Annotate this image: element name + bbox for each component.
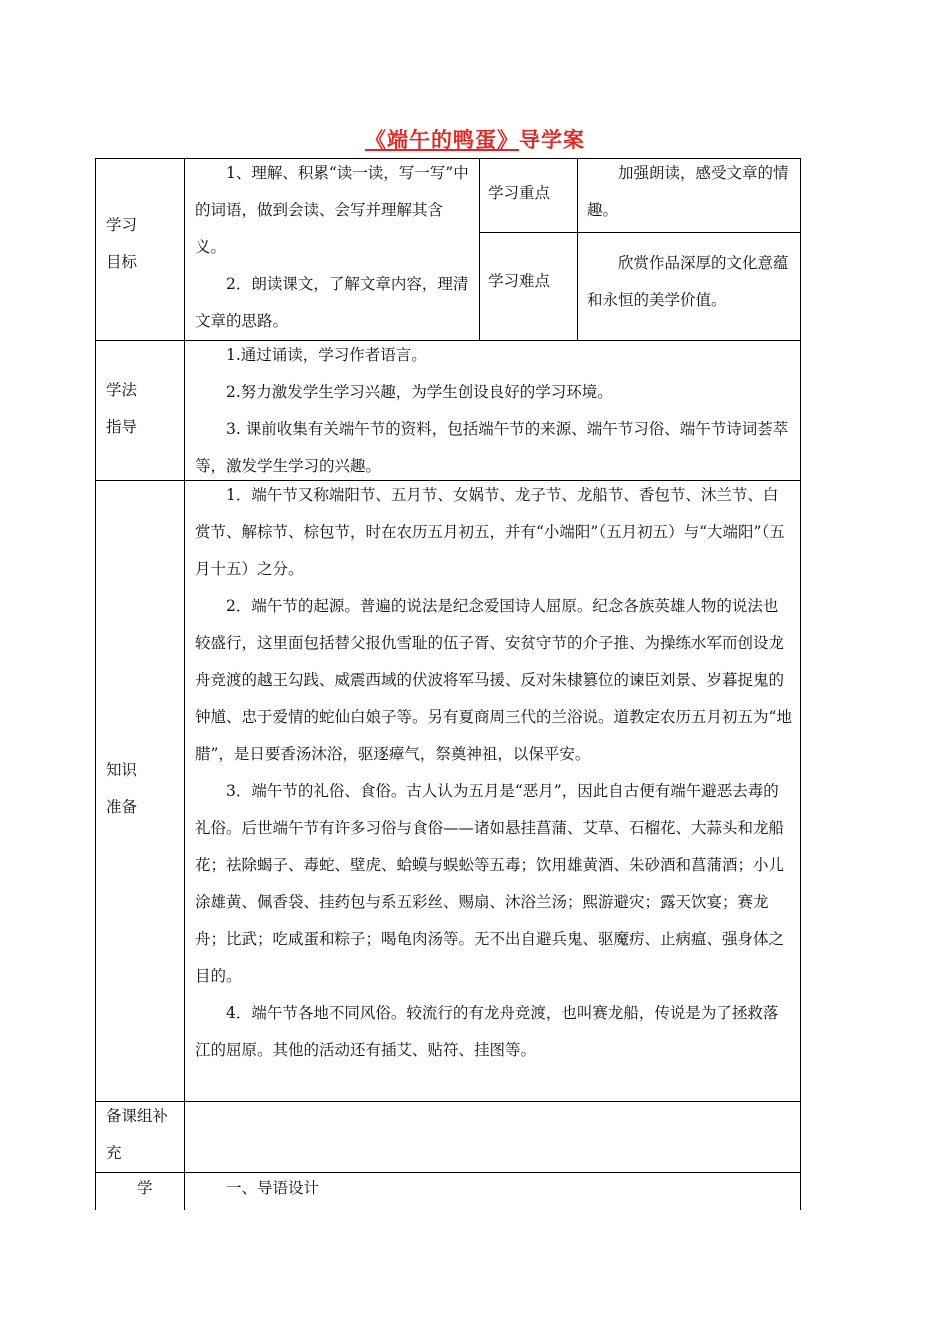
method-item: 2.努力激发学生学习兴趣，为学生创设良好的学习环境。	[226, 383, 613, 401]
row-divider-knowledge	[95, 1101, 801, 1102]
process-content	[195, 1170, 793, 1207]
goal-item: 2．朗读课文，了解文章内容，理清文章的思路。	[195, 275, 469, 330]
supplement-label: 备课组补充	[106, 1107, 169, 1162]
knowledge-label: 知识 准备	[106, 761, 138, 816]
method-content	[195, 337, 793, 485]
label-column-divider	[184, 158, 185, 1210]
goals-column-divider-1	[479, 158, 480, 340]
method-item: 3. 课前收集有关端午节的资料，包括端午节的来源、端午节习俗、端午节诗词荟萃等，激发学生学习的兴趣。	[195, 420, 789, 475]
knowledge-item: 4．端午节各地不同风俗。较流行的有龙舟竞渡，也叫赛龙船，传说是为了拯救落江的屈原。其他的活动还有插艾、贴符、挂图等。	[195, 1004, 779, 1059]
title-book-name: 《端午的鸭蛋》	[365, 128, 519, 152]
knowledge-item: 2．端午节的起源。普遍的说法是纪念爱国诗人屈原。纪念各族英雄人物的说法也较盛行，这里面包括替父报仇雪耻的伍子胥、安贫守节的介子推、为操练水军而创设龙舟竞渡的越王勾践、威震西域的伏波将军马援、反对朱棣篡位的谏臣刘景、岁暮捉鬼的钟馗、忠于爱情的蛇仙白娘子等。另有夏商周三代的兰浴说。道教定农历五月初五为“地腊”，是日要香汤沐浴，驱逐瘴气，祭奠神祖，以保平安。	[195, 597, 792, 763]
process-item: 一、导语设计	[226, 1179, 320, 1197]
difficulty-label: 学习难点	[488, 272, 551, 290]
table-border-left	[95, 158, 96, 1210]
key-point-label: 学习重点	[488, 184, 551, 202]
goal-item: 1、理解、积累“读一读，写一写”中的词语，做到会读、会写并理解其含义。	[195, 164, 469, 256]
document-title	[0, 124, 950, 154]
title-suffix: 导学案	[519, 128, 585, 152]
goals-column-divider-2	[577, 158, 578, 340]
key-point-text: 加强朗读，感受文章的情趣。	[587, 164, 789, 219]
knowledge-item: 1．端午节又称端阳节、五月节、女娲节、龙子节、龙船节、香包节、沐兰节、白赏节、解棕节、棕包节，时在农历五月初五，并有“小端阳”（五月初五）与“大端阳”（五月十五）之分。	[195, 486, 785, 578]
knowledge-item: 3．端午节的礼俗、食俗。古人认为五月是“恶月”，因此自古便有端午避恶去毒的礼俗。后世端午节有许多习俗与食俗——诸如悬挂菖蒲、艾草、石榴花、大蒜头和龙船花；祛除蝎子、毒蛇、壁虎、蛤蟆与蜈蚣等五毒；饮用雄黄酒、朱砂酒和菖蒲酒；小儿涂雄黄、佩香袋、挂药包与系五彩丝、赐扇、沐浴兰汤；熙游避灾；露天饮宴；赛龙舟；比武；吃咸蛋和粽子；喝龟肉汤等。无不出自避兵鬼、驱魔疠、止病瘟、强身体之目的。	[195, 782, 785, 985]
goals-label: 学习 目标	[106, 216, 138, 271]
table-border-right	[800, 158, 801, 1210]
goals-inner-divider	[479, 232, 801, 233]
process-label: 学	[137, 1179, 153, 1197]
difficulty-text: 欣赏作品深厚的文化意蕴和永恒的美学价值。	[587, 254, 789, 309]
goals-content	[195, 155, 473, 340]
knowledge-content	[195, 477, 793, 1069]
method-label: 学法 指导	[106, 381, 138, 436]
method-item: 1.通过诵读，学习作者语言。	[226, 346, 427, 364]
